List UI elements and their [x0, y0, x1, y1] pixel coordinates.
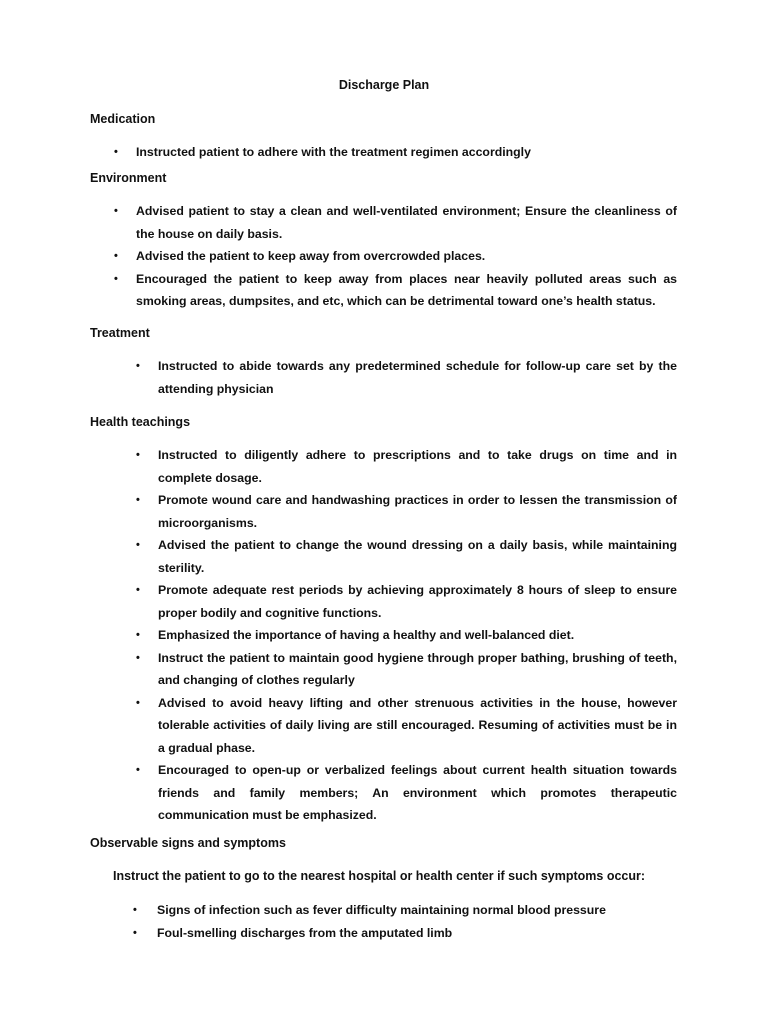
heading-treatment: Treatment — [90, 326, 150, 340]
bullet-icon: • — [136, 651, 140, 664]
heading-environment: Environment — [90, 171, 167, 185]
treatment-list — [136, 355, 677, 400]
bullet-icon: • — [114, 205, 118, 217]
heading-health-teachings: Health teachings — [90, 415, 191, 429]
bullet-icon: • — [114, 272, 118, 285]
list-item: • Promote adequate rest periods by achieving approximately 8 hours of sleep to ensure proper bodily and cognitive functions. — [158, 579, 677, 624]
list-item: • Instructed to diligently adhere to prescriptions and to take drugs on time and in complete dosage. — [158, 444, 677, 489]
signs-intro-text: Instruct the patient to go to the nearest hospital or health center if such symptoms occur: — [113, 869, 646, 883]
environment-list — [114, 200, 677, 313]
bullet-icon: • — [136, 584, 140, 596]
list-item: • Advised to avoid heavy lifting and other strenuous activities in the house, however tolerable activities of daily living are still encouraged. Resuming of activities must be in a gradual phase. — [158, 692, 677, 760]
bullet-icon: • — [136, 539, 140, 551]
bullet-icon: • — [136, 360, 140, 372]
signs-list — [133, 899, 677, 944]
list-item: • Promote wound care and handwashing practices in order to lessen the transmission of microorganisms. — [158, 489, 677, 534]
bullet-icon: • — [133, 904, 137, 916]
bullet-icon: • — [133, 926, 137, 939]
document-title: Discharge Plan — [338, 78, 430, 92]
heading-medication: Medication — [90, 112, 156, 126]
bullet-icon: • — [136, 764, 140, 776]
list-item: • Instructed patient to adhere with the treatment regimen accordingly — [136, 141, 681, 164]
list-item: • Emphasized the importance of having a healthy and well-balanced diet. — [158, 624, 677, 647]
bullet-icon: • — [114, 250, 118, 262]
list-item: • Instructed to abide towards any predetermined schedule for follow-up care set by the attending physician — [158, 355, 677, 400]
health-teachings-list — [136, 444, 677, 827]
bullet-icon: • — [136, 494, 140, 506]
bullet-icon: • — [136, 696, 140, 709]
medication-list — [114, 141, 681, 164]
list-item: • Foul-smelling discharges from the amputated limb — [157, 922, 677, 945]
list-item: • Advised the patient to keep away from overcrowded places. — [136, 245, 677, 268]
list-item: • Signs of infection such as fever difficulty maintaining normal blood pressure — [157, 899, 677, 922]
bullet-icon: • — [136, 629, 140, 641]
bullet-icon: • — [114, 146, 118, 158]
list-item: • Instruct the patient to maintain good hygiene through proper bathing, brushing of teeth, and changing of clothes regularly — [158, 647, 677, 692]
list-item: • Advised patient to stay a clean and well-ventilated environment; Ensure the cleanliness of the house on daily basis. — [136, 200, 677, 245]
bullet-icon: • — [136, 449, 140, 461]
heading-signs-symptoms: Observable signs and symptoms — [90, 836, 286, 850]
list-item: • Encouraged the patient to keep away from places near heavily polluted areas such as smoking areas, dumpsites, and etc, which can be detrimental toward one’s health status. — [136, 268, 677, 313]
list-item: • Encouraged to open-up or verbalized feelings about current health situation towards friends and family members; An environment which promotes therapeutic communication must be emphasized. — [158, 759, 677, 827]
list-item: • Advised the patient to change the wound dressing on a daily basis, while maintaining sterility. — [158, 534, 677, 579]
